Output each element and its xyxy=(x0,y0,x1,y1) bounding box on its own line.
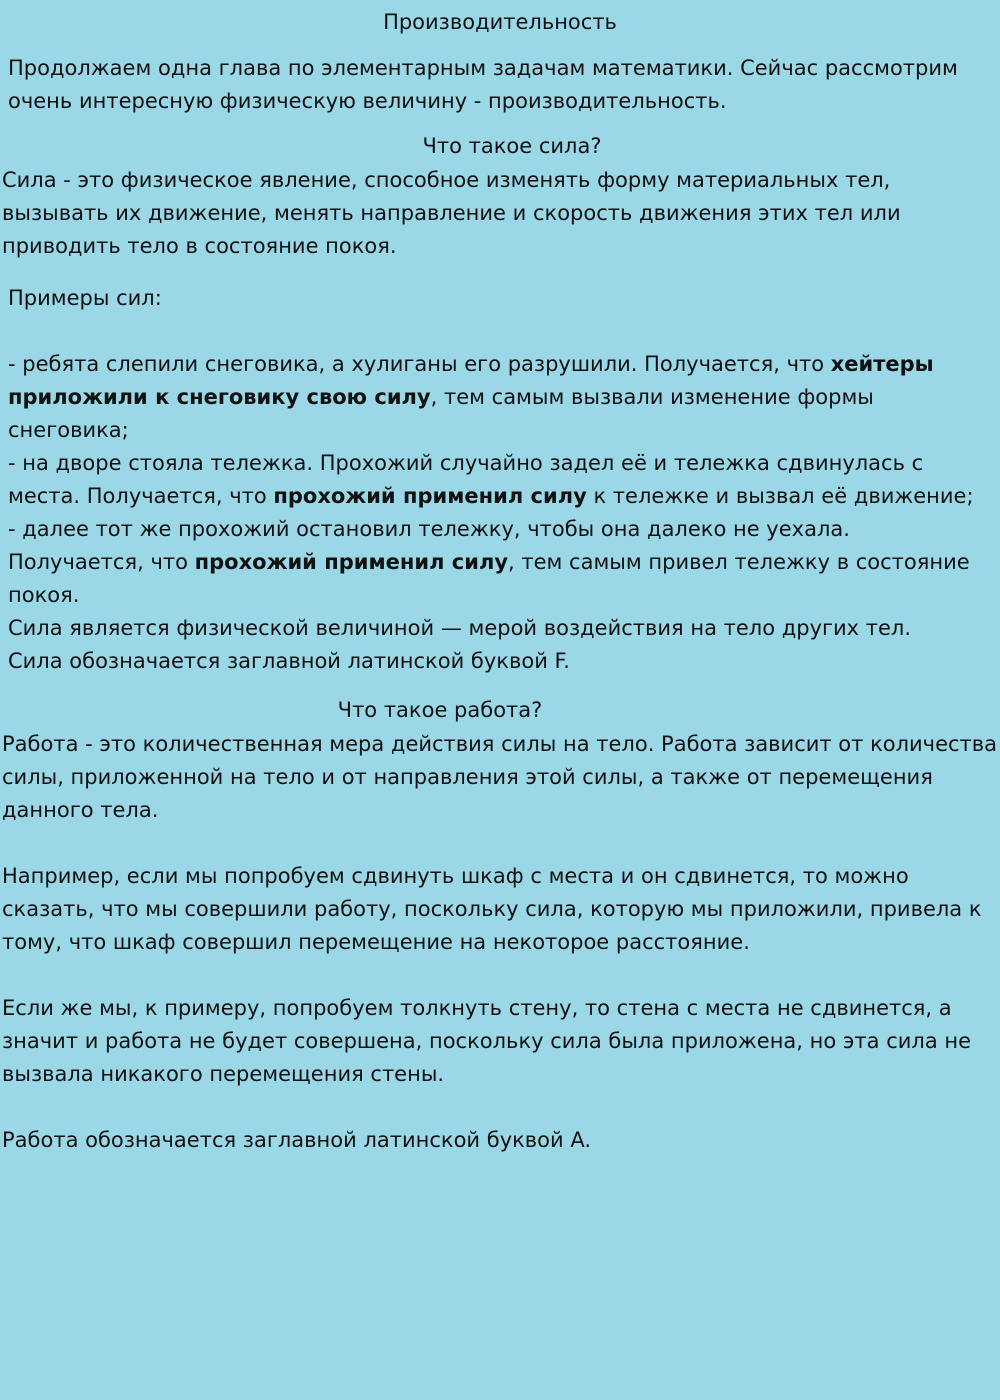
example-cart-move-text-2: к тележке и вызвал её движение; xyxy=(586,484,974,508)
example-cart-move xyxy=(8,447,998,513)
force-definition: Сила - это физическое явление, способное изменять форму материальных тел, вызывать их движение, менять направление и скорость движения этих тел или приводить тело в состояние покоя. xyxy=(2,168,901,258)
work-symbol: Работа обозначается заглавной латинской буквой A. xyxy=(2,1128,592,1152)
work-example-wall: Если же мы, к примеру, попробуем толкнуть стену, то стена с места не сдвинется, а значит и работа не будет совершена, поскольку сила была приложена, но эта сила не вызвала никакого перемещения стены. xyxy=(2,996,972,1086)
example-snowman-bold: хейтеры приложили к снеговику свою силу xyxy=(8,352,934,409)
work-definition: Работа - это количественная мера действия силы на тело. Работа зависит от количества силы, приложенной на тело и от направления этой силы, а также от перемещения данного тела. xyxy=(2,732,998,822)
force-measure: Сила является физической величиной — мерой воздействия на тело других тел. xyxy=(8,616,912,640)
example-cart-stop xyxy=(8,513,998,612)
example-cart-move-text-1: - на дворе стояла тележка. Прохожий случайно задел её и тележка сдвинулась с места. Получается, что xyxy=(8,451,924,508)
example-snowman-text-2: , тем самым вызвали изменение формы снеговика; xyxy=(8,385,874,442)
example-cart-move-bold: прохожий применил силу xyxy=(273,484,587,508)
examples-label: Примеры сил: xyxy=(8,286,162,310)
intro-paragraph: Продолжаем одна глава по элементарным задачам математики. Сейчас рассмотрим очень интересную физическую величину - производительность. xyxy=(8,56,958,113)
force-examples xyxy=(8,348,998,678)
example-snowman-text-1: - ребята слепили снеговика, а хулиганы его разрушили. Получается, что xyxy=(8,352,831,376)
section-heading-work: Что такое работа? xyxy=(337,698,543,722)
example-cart-stop-line: - далее тот же прохожий остановил тележку, чтобы она далеко не уехала. xyxy=(8,517,850,541)
example-cart-stop-text-2: , тем самым привел тележку в состояние покоя. xyxy=(8,550,970,607)
page-title: Производительность xyxy=(383,10,617,34)
work-example-wardrobe: Например, если мы попробуем сдвинуть шкаф с места и он сдвинется, то можно сказать, что мы совершили работу, поскольку сила, которую мы приложили, привела к тому, что шкаф совершил перемещение на некоторое расстояние. xyxy=(2,864,982,954)
example-cart-stop-bold: прохожий применил силу xyxy=(194,550,509,574)
example-snowman xyxy=(8,348,998,447)
section-heading-force: Что такое сила? xyxy=(422,134,602,158)
example-cart-stop-text-1: Получается, что xyxy=(8,550,195,574)
force-symbol: Сила обозначается заглавной латинской буквой F. xyxy=(8,649,570,673)
